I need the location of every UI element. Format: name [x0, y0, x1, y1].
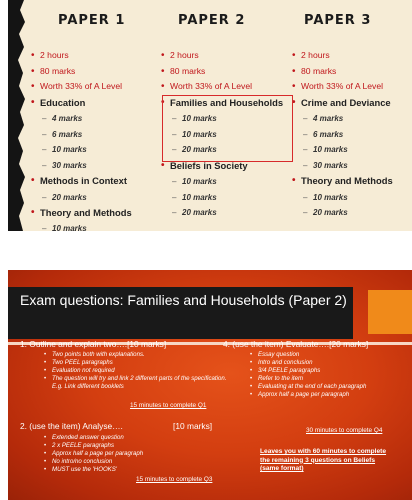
list-item: – 10 marks — [40, 221, 170, 231]
list-item: – 10 marks — [170, 174, 300, 190]
list-item: • The question will try and link 2 different parts of the specification. E.g. Link different booklets — [44, 375, 234, 391]
list-item: • Education — [40, 95, 170, 111]
list-item: • 80 marks — [170, 64, 300, 80]
list-item: • Intro and conclusion — [250, 359, 410, 367]
question-2-time: 15 minutes to complete Q3 — [136, 476, 213, 483]
paper-2-title: PAPER 2 — [178, 13, 246, 28]
list-item: • Approx half a page per paragraph — [250, 391, 410, 399]
list-item: • Extended answer question — [44, 434, 234, 442]
list-item: • Evaluating at the end of each paragraph — [250, 383, 410, 391]
list-item: – 20 marks — [170, 142, 300, 158]
list-item: • Families and Households — [170, 95, 300, 111]
list-item: – 10 marks — [301, 190, 412, 206]
papers-overview-slide — [8, 0, 412, 231]
list-item: • Approx half a page per paragraph — [44, 450, 234, 458]
families-households-highlight-box — [162, 95, 293, 162]
list-item: • 80 marks — [40, 64, 170, 80]
list-item: – 10 marks — [170, 190, 300, 206]
list-item: • Theory and Methods — [301, 173, 412, 189]
paper-3-title: PAPER 3 — [304, 13, 372, 28]
list-item: – 30 marks — [40, 158, 170, 174]
list-item: • Two PEEL paragraphs — [44, 359, 234, 367]
question-2-list — [44, 434, 234, 474]
question-2-heading: 2. (use the item) Analyse…. — [20, 421, 123, 431]
list-item: • Worth 33% of A Level — [40, 79, 170, 95]
question-4-time: 30 minutes to complete Q4 — [306, 427, 383, 434]
question-1-heading: 1. Outline and explain two….[10 marks] — [20, 339, 167, 349]
exam-questions-slide — [8, 270, 412, 500]
list-item: – 10 marks — [301, 142, 412, 158]
list-item: • Essay question — [250, 351, 410, 359]
question-4-list — [250, 351, 410, 400]
remaining-time-note: Leaves you with 60 minutes to complete the remaining 3 questions on Beliefs (same format) — [260, 448, 387, 472]
list-item: • Evaluation not required — [44, 367, 234, 375]
torn-paper-edge — [8, 0, 32, 231]
list-item: – 10 marks — [40, 142, 170, 158]
list-item: – 6 marks — [301, 127, 412, 143]
list-item: • Worth 33% of A Level — [170, 79, 300, 95]
list-item: – 20 marks — [301, 205, 412, 221]
slide-title: Exam questions: Families and Households (Paper 2) — [20, 292, 347, 308]
list-item: • Theory and Methods — [40, 205, 170, 221]
list-item: • 80 marks — [301, 64, 412, 80]
paper-1-list — [40, 48, 170, 231]
list-item: – 10 marks — [170, 127, 300, 143]
list-item: • 2 hours — [170, 48, 300, 64]
list-item: • Two points both with explanations. — [44, 351, 234, 359]
question-4-heading: 4. (use the item) Evaluate….[20 marks] — [223, 339, 369, 349]
paper-3-list — [301, 48, 412, 221]
list-item: • MUST use the 'HOOKS' — [44, 466, 234, 474]
question-2-marks: [10 marks] — [173, 421, 213, 431]
title-bar — [8, 287, 353, 339]
list-item: • Methods in Context — [40, 173, 170, 189]
list-item: – 10 marks — [170, 111, 300, 127]
list-item: – 4 marks — [301, 111, 412, 127]
list-item: • Beliefs in Society — [170, 158, 300, 174]
question-1-list — [44, 351, 234, 391]
question-1-time: 15 minutes to complete Q1 — [130, 402, 207, 409]
list-item: – 20 marks — [170, 205, 300, 221]
list-item: – 4 marks — [40, 111, 170, 127]
paper-1-title: PAPER 1 — [58, 13, 126, 28]
list-item: • 2 hours — [301, 48, 412, 64]
list-item: • Crime and Deviance — [301, 95, 412, 111]
list-item: – 6 marks — [40, 127, 170, 143]
list-item: • 2 hours — [40, 48, 170, 64]
list-item: • No intro/no conclusion — [44, 458, 234, 466]
list-item: • 2 x PEELE paragraphs — [44, 442, 234, 450]
list-item: • Refer to the item — [250, 375, 410, 383]
list-item: • Worth 33% of A Level — [301, 79, 412, 95]
list-item: – 20 marks — [40, 190, 170, 206]
list-item: • 3/4 PEELE paragraphs — [250, 367, 410, 375]
list-item: – 30 marks — [301, 158, 412, 174]
decorative-orange-square — [368, 290, 412, 334]
